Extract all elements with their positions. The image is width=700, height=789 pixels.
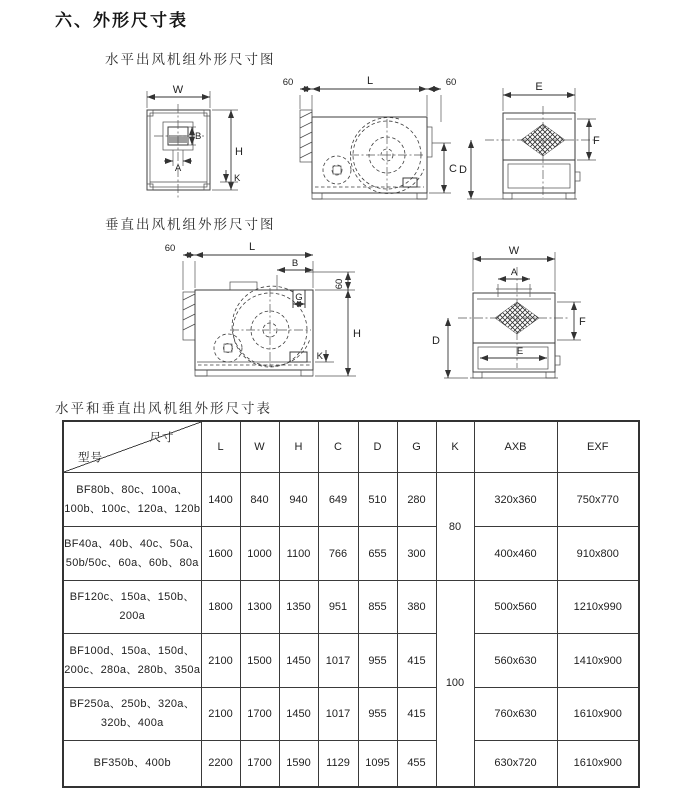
- table-caption: 水平和垂直出风机组外形尺寸表: [55, 401, 272, 416]
- rear-view-vertical-diagram: [420, 240, 595, 395]
- value-C: 1017: [318, 634, 358, 688]
- dim-label-60-right: 60: [445, 77, 457, 88]
- value-D: 855: [358, 581, 397, 634]
- col-header-K: K: [436, 421, 474, 473]
- value-H: 1350: [279, 581, 318, 634]
- value-G: 280: [397, 473, 436, 527]
- value-G: 380: [397, 581, 436, 634]
- value-EXF: 1610x900: [557, 688, 639, 741]
- value-H: 1100: [279, 527, 318, 581]
- value-AXB: 560x630: [474, 634, 557, 688]
- dim-label-e: E: [535, 81, 543, 93]
- dim-label-h-v: H: [353, 328, 361, 340]
- col-header-G: G: [397, 421, 436, 473]
- side-view-vertical-diagram: [112, 238, 362, 390]
- col-header-EXF: EXF: [557, 421, 639, 473]
- value-AXB: 760x630: [474, 688, 557, 741]
- dim-label-h: H: [235, 146, 243, 158]
- value-EXF: 1410x900: [557, 634, 639, 688]
- header-dim-label: 尺寸: [149, 432, 175, 444]
- dim-label-60-left: 60: [282, 77, 294, 88]
- value-D: 955: [358, 688, 397, 741]
- dim-label-b: B: [195, 131, 202, 142]
- value-AXB: 630x720: [474, 741, 557, 787]
- dim-label-l: L: [366, 75, 374, 87]
- side-view-box: [300, 110, 432, 199]
- value-AXB: 320x360: [474, 473, 557, 527]
- value-D: 1095: [358, 741, 397, 787]
- value-H: 1590: [279, 741, 318, 787]
- col-header-W: W: [240, 421, 279, 473]
- model-cell: BF40a、40b、40c、50a、50b/50c、60a、60b、80a: [63, 527, 201, 581]
- dim-label-g-v: G: [295, 292, 303, 303]
- dim-label-a: A: [174, 163, 182, 174]
- table-row: [63, 741, 639, 787]
- value-G: 300: [397, 527, 436, 581]
- value-H: 1450: [279, 688, 318, 741]
- value-C: 1017: [318, 688, 358, 741]
- header-model-label: 型号: [78, 452, 103, 464]
- model-cell: BF80b、80c、100a、100b、100c、120a、120b: [63, 473, 201, 527]
- section-vertical-label: 垂直出风机组外形尺寸图: [105, 217, 276, 232]
- dim-label-c: C: [449, 163, 457, 175]
- model-cell: BF350b、400b: [63, 741, 201, 787]
- dim-label-d: D: [459, 164, 467, 176]
- dim-label-k-v: K: [316, 351, 323, 362]
- model-cell: BF250a、250b、320a、320b、400a: [63, 688, 201, 741]
- fan-impeller: [350, 118, 425, 194]
- rear-view-v-box: [470, 289, 560, 378]
- col-header-H: H: [279, 421, 318, 473]
- dim-label-l-v: L: [248, 241, 256, 253]
- value-W: 840: [240, 473, 279, 527]
- value-C: 1129: [318, 741, 358, 787]
- value-L: 1600: [201, 527, 240, 581]
- col-header-D: D: [358, 421, 397, 473]
- value-G: 455: [397, 741, 436, 787]
- dim-label-e-v: E: [516, 346, 524, 357]
- model-cell: BF120c、150a、150b、200a: [63, 581, 201, 634]
- value-L: 2100: [201, 634, 240, 688]
- value-AXB: 400x460: [474, 527, 557, 581]
- dimension-table: [62, 420, 640, 788]
- value-G: 415: [397, 688, 436, 741]
- table-header-row: [63, 421, 639, 473]
- value-D: 655: [358, 527, 397, 581]
- value-W: 1700: [240, 688, 279, 741]
- col-header-C: C: [318, 421, 358, 473]
- page-title: 六、外形尺寸表: [55, 11, 188, 30]
- table-row: [63, 473, 639, 527]
- section-horizontal-label: 水平出风机组外形尺寸图: [105, 52, 276, 67]
- value-C: 649: [318, 473, 358, 527]
- motor-pulley: [323, 156, 351, 184]
- dim-label-a-v: A: [510, 267, 518, 278]
- value-H: 1450: [279, 634, 318, 688]
- header-corner-cell: [63, 421, 201, 473]
- dim-label-w: W: [172, 84, 184, 96]
- table-row: [63, 634, 639, 688]
- value-K-merged: 80: [436, 473, 474, 581]
- value-L: 1800: [201, 581, 240, 634]
- model-cell: BF100d、150a、150d、200c、280a、280b、350a: [63, 634, 201, 688]
- dim-label-f-v: F: [579, 316, 586, 328]
- dim-label-d-v: D: [432, 335, 440, 347]
- col-header-AXB: AXB: [474, 421, 557, 473]
- value-G: 415: [397, 634, 436, 688]
- value-EXF: 1610x900: [557, 741, 639, 787]
- value-C: 951: [318, 581, 358, 634]
- value-EXF: 750x770: [557, 473, 639, 527]
- value-H: 940: [279, 473, 318, 527]
- dim-label-60-vertical: 60: [334, 278, 345, 290]
- table-row: [63, 581, 639, 634]
- value-L: 1400: [201, 473, 240, 527]
- dim-label-f: F: [593, 135, 600, 147]
- value-W: 1500: [240, 634, 279, 688]
- value-AXB: 500x560: [474, 581, 557, 634]
- dim-label-b-v: B: [291, 258, 299, 269]
- side-view-horizontal-diagram: [278, 72, 463, 202]
- value-K-merged: 100: [436, 581, 474, 787]
- value-D: 510: [358, 473, 397, 527]
- table-row: [63, 527, 639, 581]
- value-EXF: 1210x990: [557, 581, 639, 634]
- table-row: [63, 688, 639, 741]
- value-L: 2100: [201, 688, 240, 741]
- rear-view-horizontal-diagram: [455, 72, 605, 212]
- value-EXF: 910x800: [557, 527, 639, 581]
- value-C: 766: [318, 527, 358, 581]
- value-L: 2200: [201, 741, 240, 787]
- front-view-diagram: [130, 70, 250, 205]
- value-W: 1000: [240, 527, 279, 581]
- dim-label-60-left-v: 60: [164, 243, 176, 254]
- value-W: 1700: [240, 741, 279, 787]
- dim-label-w-v: W: [508, 245, 520, 257]
- value-D: 955: [358, 634, 397, 688]
- value-W: 1300: [240, 581, 279, 634]
- col-header-L: L: [201, 421, 240, 473]
- dim-label-k: K: [234, 173, 241, 184]
